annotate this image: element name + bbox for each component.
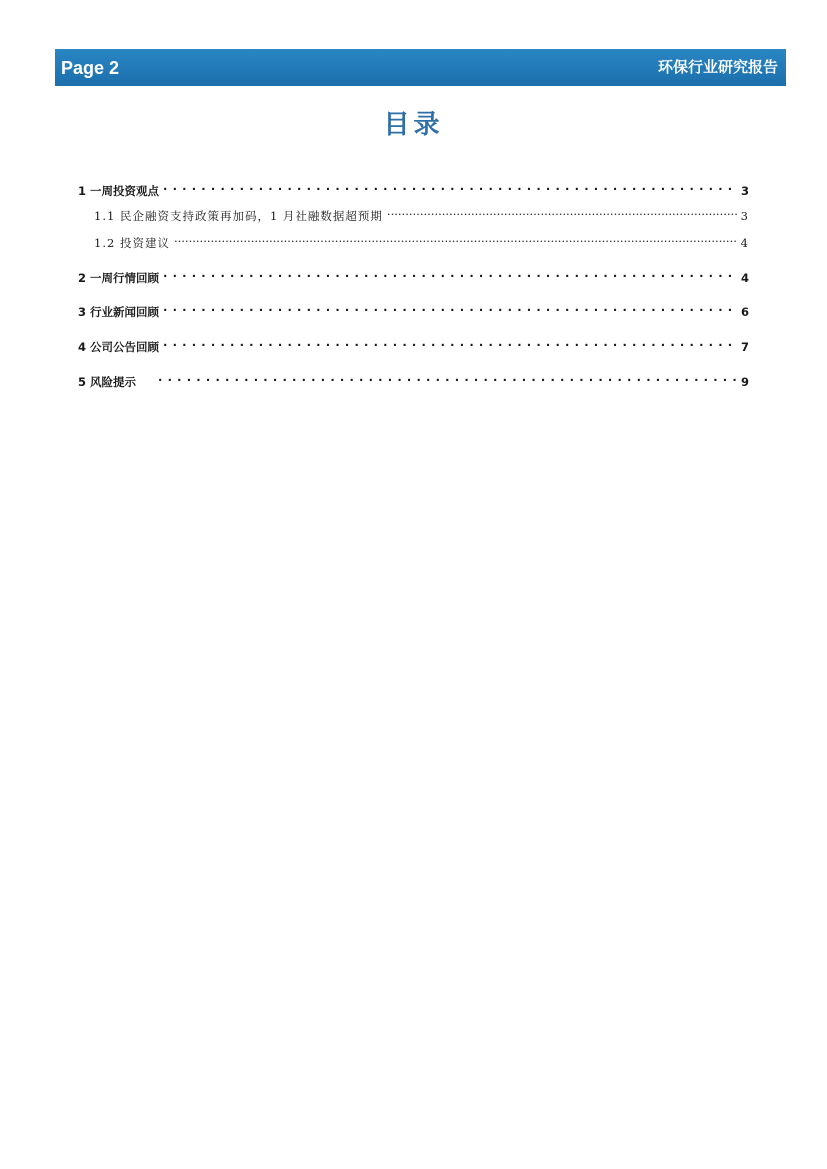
toc-dot-leader [163,298,737,316]
toc-entry-page: 4 [740,271,749,285]
toc-entry-5[interactable] [78,368,749,389]
toc-entry-label: 4 公司公告回顾 [78,340,160,354]
toc-entry-page: 3 [740,184,749,198]
toc-entry-1-2[interactable] [78,229,749,250]
report-name: 环保行业研究报告 [657,58,778,76]
toc-entry-3[interactable] [78,298,749,319]
toc-entry-label: 3 行业新闻回顾 [78,305,160,319]
toc-entry-page: 4 [740,236,749,250]
toc-entry-label: 1.2 投资建议 [94,236,170,250]
toc-entry-page: 9 [740,375,749,389]
toc-entry-label: 1 一周投资观点 [78,184,160,198]
toc-entry-page: 3 [740,209,749,223]
toc-entry-page: 7 [740,340,749,354]
toc-dot-leader [158,368,737,386]
toc-entry-label: 2 一周行情回顾 [78,271,160,285]
toc-entry-1-1[interactable] [78,202,749,223]
toc-dot-leader [163,333,737,351]
toc-dot-leader [387,202,737,220]
toc-title: 目录 [383,110,444,140]
page-header-bar [55,49,786,86]
toc-dot-leader [163,264,737,282]
page-number-label: Page 2 [61,58,120,78]
toc-entry-2[interactable] [78,264,749,285]
toc-dot-leader [174,229,737,247]
toc-entry-page: 6 [740,305,749,319]
toc-entry-4[interactable] [78,333,749,354]
toc-entry-label: 5 风险提示 [78,375,137,389]
toc-entry-1[interactable] [78,177,749,198]
toc-entry-label: 1.1 民企融资支持政策再加码，1 月社融数据超预期 [94,209,383,223]
toc-dot-leader [163,177,737,195]
